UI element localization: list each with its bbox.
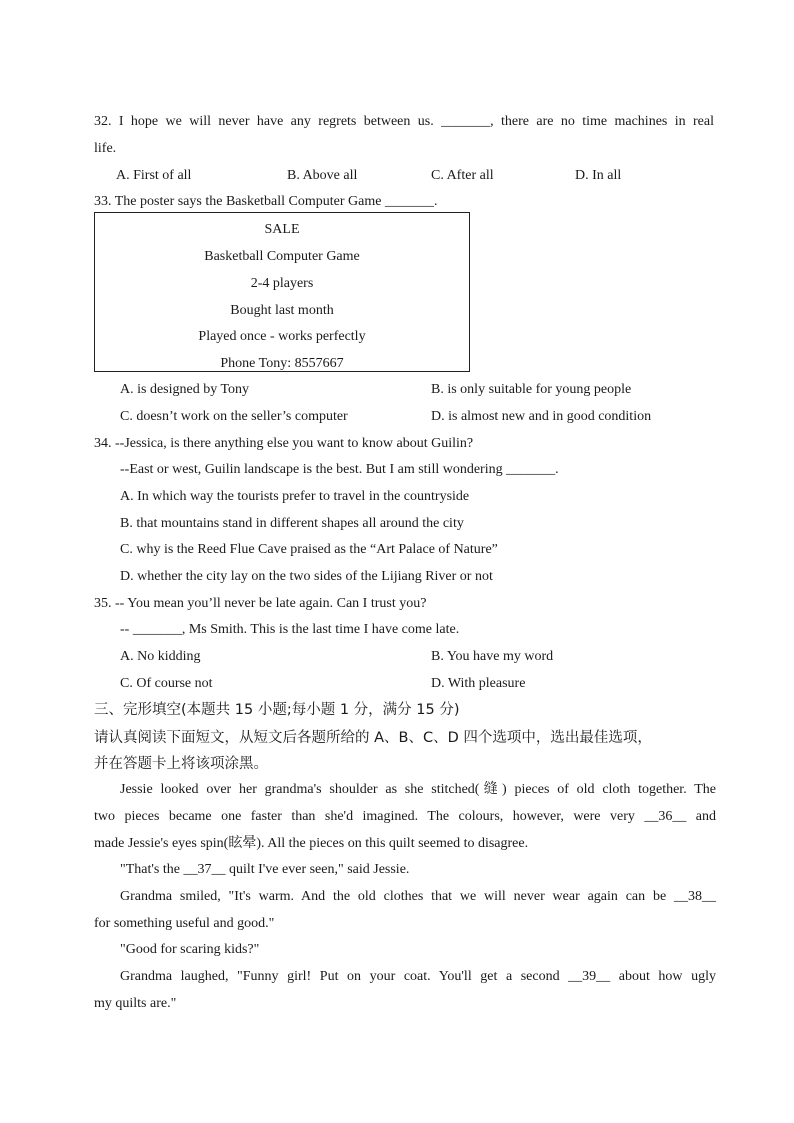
passage-line: two pieces became one faster than she'd imagined. The colours, however, were very __36__ and (94, 809, 716, 824)
poster-line: 2-4 players (250, 276, 314, 291)
poster-line: SALE (264, 222, 300, 237)
q35-line2: -- _______, Ms Smith. This is the last time I have come late. (120, 622, 460, 637)
poster-line: Phone Tony: 8557667 (220, 356, 344, 371)
sale-poster (94, 212, 470, 372)
q32-option-d: D. In all (575, 168, 622, 183)
q34-option-b: B. that mountains stand in different shapes all around the city (120, 516, 464, 531)
q32-line2: life. (94, 141, 117, 156)
q35-option-c: C. Of course not (120, 676, 213, 691)
passage-line: for something useful and good." (94, 916, 275, 931)
section-heading: 三、完形填空(本题共 15 小题;每小题 1 分，满分 15 分) (94, 702, 460, 718)
passage-line: my quilts are." (94, 996, 177, 1011)
q32-line1: 32. I hope we will never have any regrets between us. _______, there are no time machines in real (94, 114, 714, 129)
q34-line1: 34. --Jessica, is there anything else you want to know about Guilin? (94, 436, 474, 451)
poster-line: Bought last month (230, 303, 334, 318)
q35-line1: 35. -- You mean you’ll never be late again. Can I trust you? (94, 596, 427, 611)
q34-option-a: A. In which way the tourists prefer to travel in the countryside (120, 489, 470, 504)
poster-line: Played once - works perfectly (198, 329, 366, 344)
q32-option-c: C. After all (431, 168, 494, 183)
q32-option-a: A. First of all (116, 168, 192, 183)
q35-option-a: A. No kidding (120, 649, 201, 664)
passage-line: Grandma laughed, "Funny girl! Put on your coat. You'll get a second __39__ about how ugly (120, 969, 716, 984)
q34-option-c: C. why is the Reed Flue Cave praised as the “Art Palace of Nature” (120, 542, 498, 557)
passage-line: "That's the __37__ quilt I've ever seen," said Jessie. (120, 862, 410, 877)
passage-line: made Jessie's eyes spin(眩晕). All the pieces on this quilt seemed to disagree. (94, 836, 529, 851)
q35-option-d: D. With pleasure (431, 676, 526, 691)
q33-option-c: C. doesn’t work on the seller’s computer (120, 409, 348, 424)
passage-line: Grandma smiled, "It's warm. And the old clothes that we will never wear again can be __38__ (120, 889, 716, 904)
q32-option-b: B. Above all (287, 168, 358, 183)
q34-line2: --East or west, Guilin landscape is the best. But I am still wondering _______. (120, 462, 559, 477)
section-instruction-line2: 并在答题卡上将该项涂黑。 (94, 756, 268, 772)
q33-option-b: B. is only suitable for young people (431, 382, 632, 397)
q35-option-b: B. You have my word (431, 649, 554, 664)
poster-line: Basketball Computer Game (204, 249, 360, 264)
section-instruction-line1: 请认真阅读下面短文，从短文后各题所给的 A、B、C、D 四个选项中，选出最佳选项， (94, 730, 652, 746)
q34-option-d: D. whether the city lay on the two sides of the Lijiang River or not (120, 569, 493, 584)
q33-option-d: D. is almost new and in good condition (431, 409, 652, 424)
q33-stem: 33. The poster says the Basketball Computer Game _______. (94, 194, 438, 209)
passage-line: "Good for scaring kids?" (120, 942, 260, 957)
q33-option-a: A. is designed by Tony (120, 382, 250, 397)
passage-line: Jessie looked over her grandma's shoulder as she stitched(缝) pieces of old cloth together. The (120, 782, 716, 797)
